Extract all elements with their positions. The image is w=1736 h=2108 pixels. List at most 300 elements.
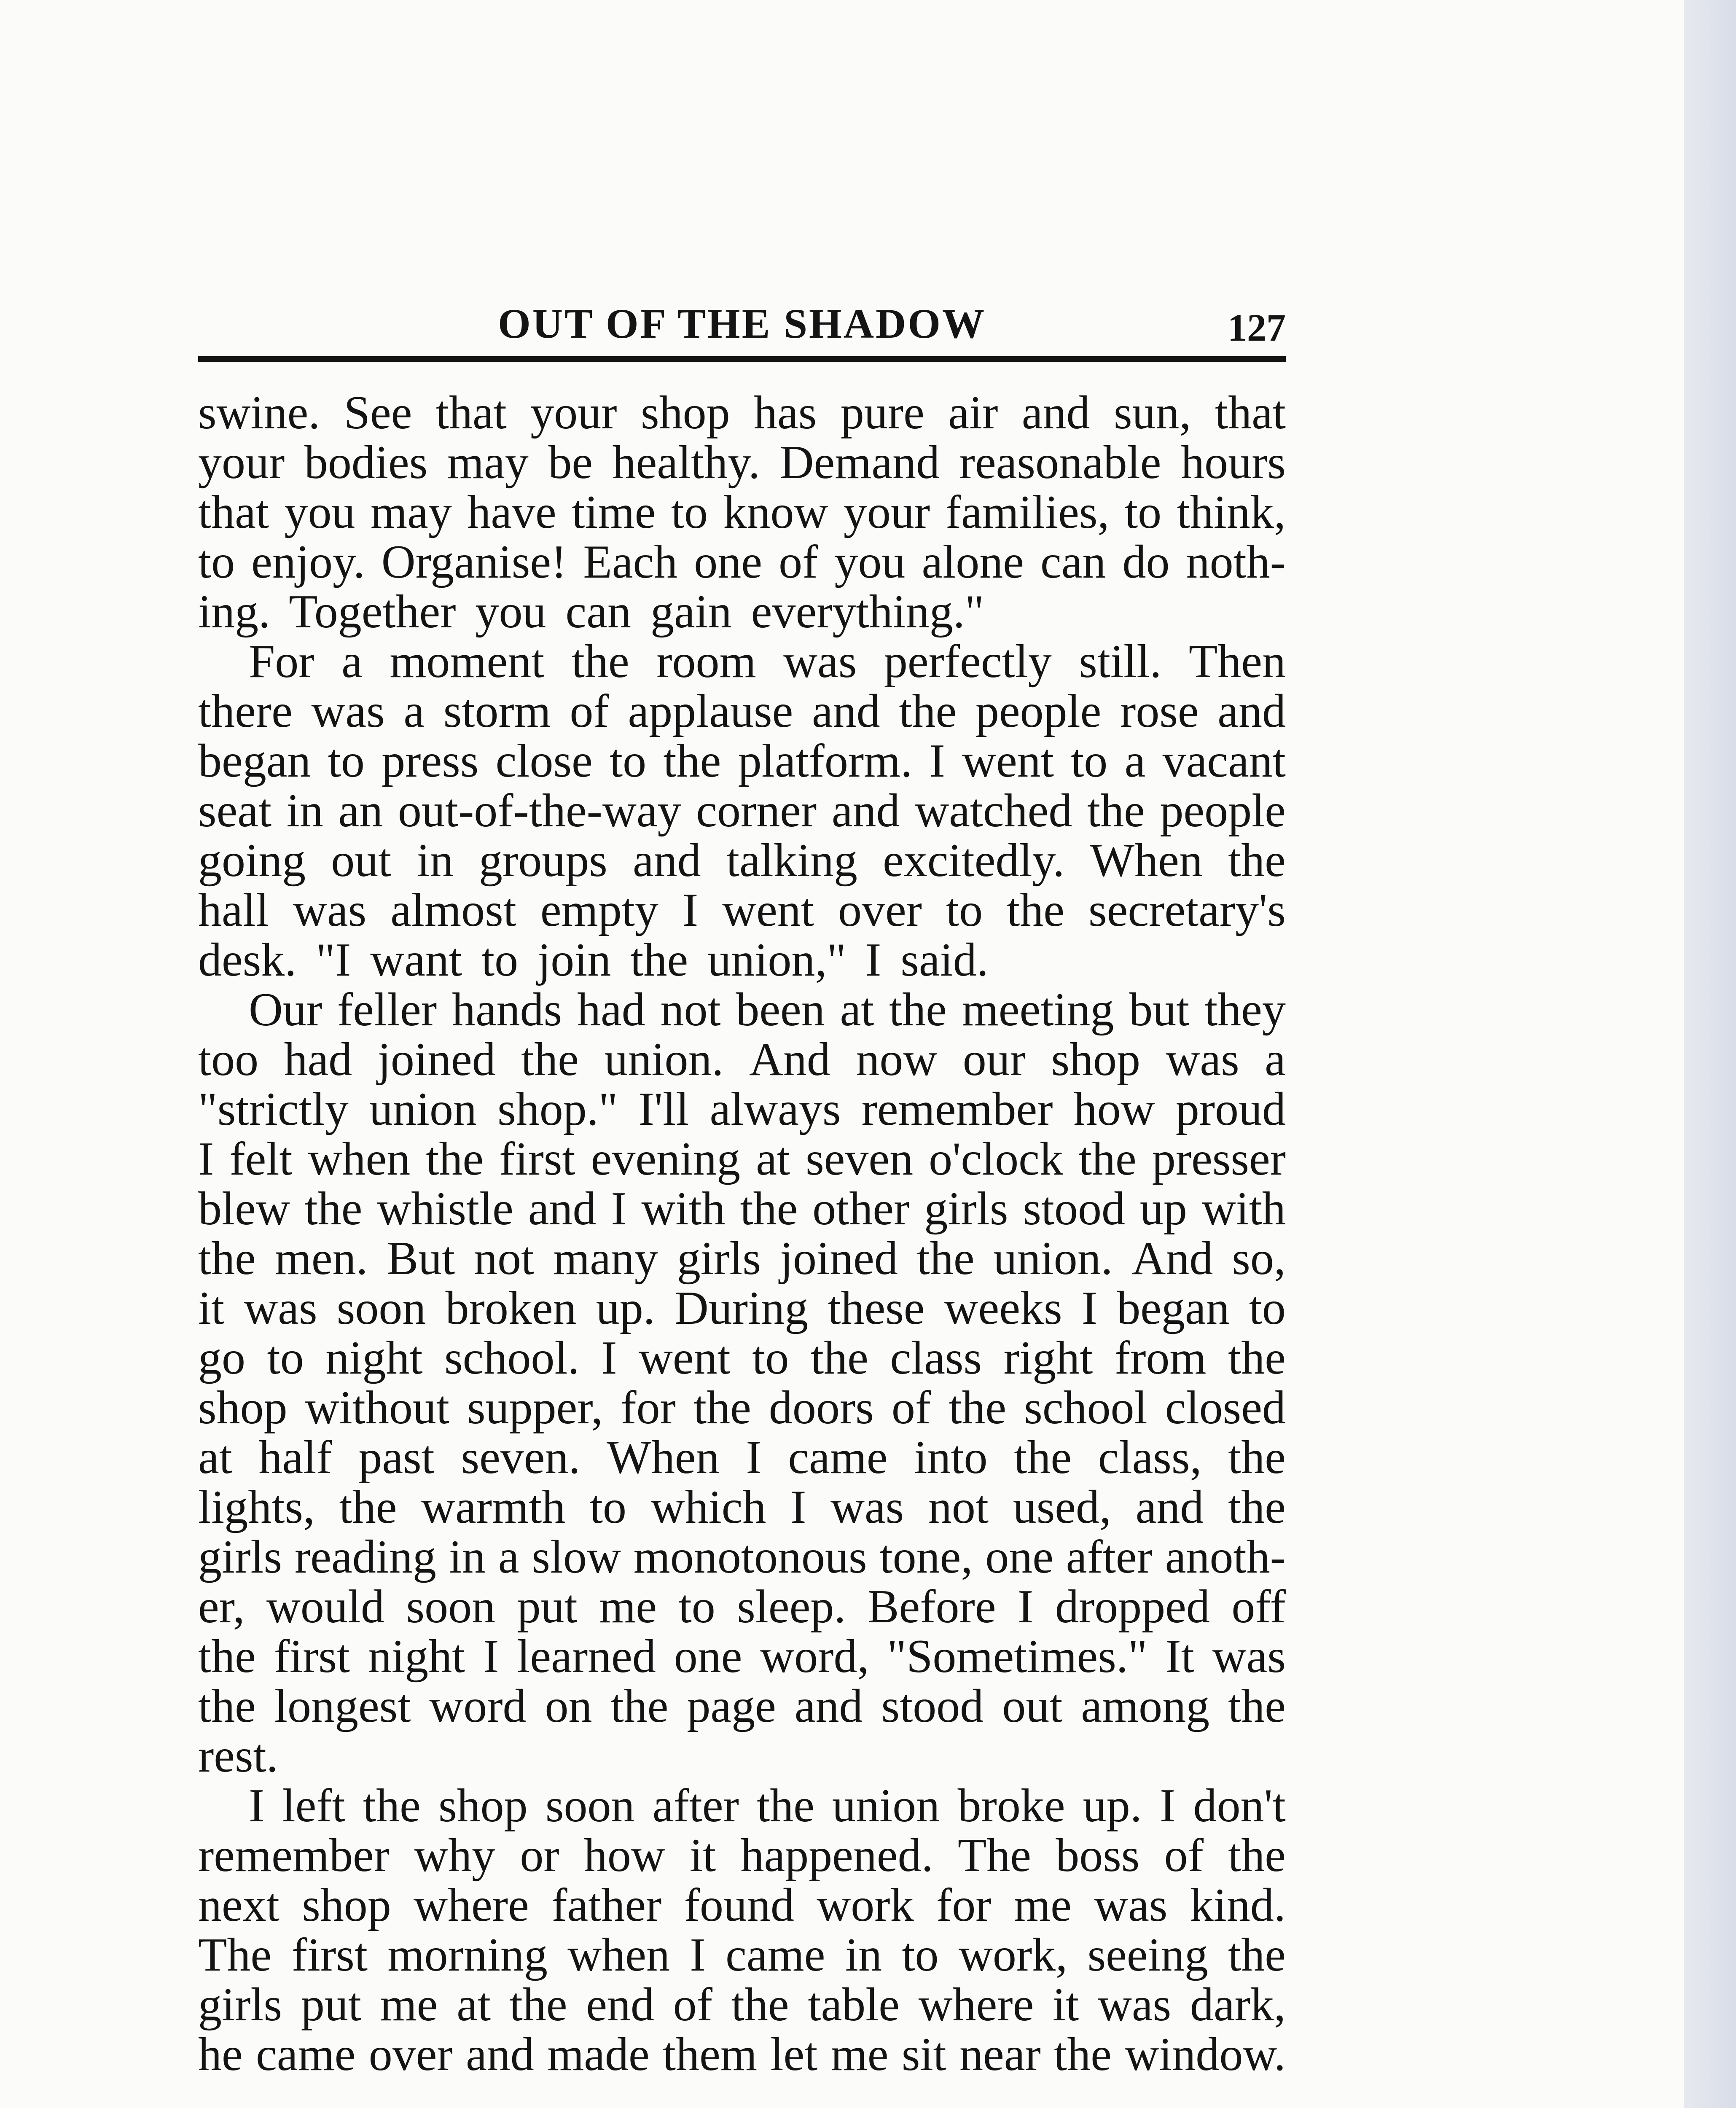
word: to (267, 1332, 304, 1384)
word: I (1081, 1282, 1098, 1334)
word: too (198, 1033, 259, 1086)
word: girls (924, 1183, 1008, 1235)
word: the (899, 685, 957, 737)
word: to (1249, 1282, 1286, 1334)
word: think, (1177, 486, 1286, 538)
word: tone, (879, 1531, 973, 1583)
word: was (1097, 1979, 1172, 2031)
word: which (650, 1481, 766, 1533)
word: the (571, 635, 629, 688)
word: the (1228, 1332, 1286, 1384)
word: shop (438, 1780, 528, 1832)
word: remember (861, 1083, 1053, 1135)
word: Demand (779, 436, 940, 489)
text-line (198, 1134, 1286, 1184)
text-line (198, 388, 1286, 438)
word: me (380, 1979, 438, 2031)
word: the (1228, 1829, 1286, 1882)
word: you (284, 486, 355, 538)
word: men. (274, 1232, 368, 1285)
word: to (752, 1332, 789, 1384)
word: hands (451, 984, 562, 1036)
text-line: rest. (198, 1730, 278, 1782)
word: rose (1120, 685, 1199, 737)
text-line (198, 1383, 1286, 1433)
text-line (198, 1980, 1286, 2030)
word: stood (881, 1680, 984, 1732)
text-line (198, 786, 1286, 836)
word: the (198, 1630, 256, 1683)
text-line (198, 1880, 1286, 1930)
text-line: ing. Together you can gain everything." (198, 586, 984, 638)
word: to (678, 1581, 715, 1633)
word: up. (1083, 1780, 1142, 1832)
word: class (890, 1332, 982, 1384)
word: went (722, 884, 814, 936)
word: broken (445, 1282, 577, 1334)
text-line (198, 1930, 1286, 1980)
word: was (1166, 1033, 1239, 1086)
word: platform. (738, 735, 913, 787)
word: the (1087, 785, 1145, 837)
word: at (198, 1431, 232, 1484)
word: was (293, 884, 367, 936)
word: with (1201, 1183, 1286, 1235)
word: seven (806, 1133, 914, 1185)
word: that (1215, 387, 1286, 439)
text-line (198, 1084, 1286, 1134)
word: he (198, 2028, 243, 2081)
word: end (586, 1979, 655, 2031)
word: the (1078, 1133, 1137, 1185)
word: And (1131, 1232, 1213, 1285)
word: the (198, 1680, 256, 1732)
text-line (198, 1433, 1286, 1482)
word: me (599, 1581, 657, 1633)
word: healthy. (612, 436, 761, 489)
word: the (1228, 1680, 1286, 1732)
word: of (1164, 1829, 1204, 1882)
word: many (553, 1232, 658, 1285)
word: that (198, 486, 269, 538)
word: I (198, 1133, 214, 1185)
word: alone (922, 536, 1024, 588)
text-line (198, 1184, 1286, 1234)
word: evening (591, 1133, 741, 1185)
word: it (198, 1282, 225, 1334)
word: and (528, 1183, 597, 1235)
word: to (610, 735, 647, 787)
word: and (812, 685, 880, 737)
word: when (308, 1133, 411, 1185)
word: word (429, 1680, 527, 1732)
word: went (962, 735, 1054, 787)
word: swine. (198, 387, 320, 439)
word: the (426, 1133, 484, 1185)
word: at (756, 1133, 790, 1185)
word: to (902, 1929, 939, 1981)
text-line (198, 1831, 1286, 1880)
word: remember (198, 1829, 390, 1882)
word: now (856, 1033, 938, 1086)
word: you (834, 536, 906, 588)
word: to (946, 884, 983, 936)
word: hours (1181, 436, 1286, 489)
word: During (674, 1282, 809, 1334)
text-line (198, 885, 1286, 935)
text-line (198, 836, 1286, 885)
word: the (521, 1033, 579, 1086)
word: was (830, 1481, 904, 1533)
word: girls (198, 1531, 282, 1583)
text-line (198, 537, 1286, 587)
word: I (790, 1481, 806, 1533)
word: almost (390, 884, 516, 936)
word: the (1228, 1481, 1286, 1533)
word: so, (1232, 1232, 1286, 1285)
word: used, (1013, 1481, 1112, 1533)
word: I (690, 1929, 706, 1981)
word: let (770, 2028, 818, 2081)
word: When (607, 1431, 720, 1484)
word: left (282, 1780, 345, 1832)
word: I (1018, 1581, 1034, 1633)
word: one (694, 536, 763, 588)
word: and (632, 834, 701, 887)
word: it (1053, 1979, 1079, 2031)
word: first (274, 1630, 350, 1683)
word: to (671, 486, 708, 538)
word: first (499, 1133, 575, 1185)
word: groups (478, 834, 607, 887)
word: the (663, 735, 721, 787)
word: union. (604, 1033, 724, 1086)
word: vacant (1162, 735, 1286, 787)
word: bodies (304, 436, 428, 489)
word: and (466, 2028, 534, 2081)
word: why (414, 1829, 496, 1882)
word: felt (229, 1133, 293, 1185)
word: lights, (198, 1481, 315, 1533)
word: I (746, 1431, 762, 1484)
word: morning (387, 1929, 548, 1981)
word: the (949, 1382, 1007, 1434)
word: soon (545, 1780, 635, 1832)
word: going (198, 834, 306, 887)
word: and (831, 785, 900, 837)
word: them (663, 2028, 757, 2081)
word: empty (540, 884, 658, 936)
text-line: desk. "I want to join the union," I said. (198, 934, 989, 986)
word: sleep. (737, 1581, 846, 1633)
word: had (284, 1033, 352, 1086)
word: the (810, 1332, 868, 1384)
word: I (249, 1780, 265, 1832)
word: it (689, 1829, 716, 1882)
word: the (363, 1780, 421, 1832)
word: the (1228, 1929, 1286, 1981)
word: kind. (1190, 1879, 1286, 1931)
word: out-of-the-way (398, 785, 681, 837)
word: the (1014, 1431, 1072, 1484)
word: have (467, 486, 556, 538)
word: window. (1125, 2028, 1286, 2081)
word: girls (198, 1979, 282, 2031)
word: for (936, 1879, 992, 1931)
word: joined (779, 1232, 898, 1285)
word: whistle (377, 1183, 513, 1235)
word: the (1228, 1431, 1286, 1484)
word: the (1007, 884, 1064, 936)
word: and (1217, 685, 1286, 737)
word: would (266, 1581, 385, 1633)
text-line (198, 1234, 1286, 1283)
word: blew (198, 1183, 290, 1235)
word: to (198, 536, 235, 588)
word: page (687, 1680, 776, 1732)
word: past (358, 1431, 435, 1484)
word: moment (390, 635, 545, 688)
word: sit (901, 2028, 946, 2081)
word: near (959, 2028, 1041, 2081)
word: on (545, 1680, 592, 1732)
word: don't (1193, 1780, 1286, 1832)
text-line (198, 736, 1286, 786)
word: people (975, 685, 1102, 737)
word: I (483, 1630, 499, 1683)
word: over (838, 884, 922, 936)
word: in (417, 834, 454, 887)
word: to (1125, 486, 1162, 538)
word: began (198, 735, 311, 787)
word: the (693, 1382, 751, 1434)
word: night (325, 1332, 423, 1384)
word: the (740, 1183, 798, 1235)
word: among (1081, 1680, 1210, 1732)
word: or (520, 1829, 559, 1882)
word: from (1114, 1332, 1207, 1384)
word: came (788, 1431, 888, 1484)
word: night (368, 1630, 465, 1683)
text-line (198, 985, 1286, 1035)
word: been (736, 984, 825, 1036)
word: at (840, 984, 874, 1036)
word: your (530, 387, 617, 439)
word: and (794, 1680, 863, 1732)
word: school (1024, 1382, 1147, 1434)
word: your (843, 486, 930, 538)
word: began (1117, 1282, 1230, 1334)
word: closed (1165, 1382, 1286, 1434)
word: noth- (1186, 536, 1286, 588)
word: these (828, 1282, 925, 1334)
word: school. (444, 1332, 580, 1384)
word: excitedly. (883, 834, 1065, 887)
word: broke (957, 1780, 1065, 1832)
word: an (338, 785, 383, 837)
word: "strictly (198, 1083, 349, 1135)
word: can (1040, 536, 1106, 588)
adjacent-page-edge (1684, 0, 1736, 2108)
text-line (198, 1035, 1286, 1084)
word: dark, (1190, 1979, 1286, 2031)
word: the (304, 1183, 363, 1235)
word: of (891, 1382, 931, 1434)
word: room (656, 635, 756, 688)
word: soon (336, 1282, 426, 1334)
word: our (962, 1033, 1026, 1086)
word: for (621, 1382, 676, 1434)
word: know (723, 486, 828, 538)
word: close (495, 735, 593, 787)
word: still. (1079, 635, 1162, 688)
running-head-title: OUT OF THE SHADOW (497, 300, 986, 347)
word: one (674, 1630, 742, 1683)
word: put (517, 1581, 578, 1633)
word: they (1204, 984, 1286, 1036)
word: made (547, 2028, 650, 2081)
word: It (1165, 1630, 1194, 1683)
word: came (726, 1929, 825, 1981)
word: the (198, 1232, 256, 1285)
word: after (652, 1780, 739, 1832)
word: where (918, 1979, 1034, 2031)
word: may (370, 486, 452, 538)
word: up (1139, 1183, 1187, 1235)
word: shop (198, 1382, 288, 1434)
word: air (948, 387, 998, 439)
word: pure (840, 387, 924, 439)
word: to (328, 735, 365, 787)
word: er, (198, 1581, 245, 1633)
word: For (249, 635, 314, 688)
word: a (498, 1531, 519, 1583)
word: was (1094, 1879, 1168, 1931)
word: slow (532, 1531, 621, 1583)
word: a (403, 685, 425, 737)
word: to (1071, 735, 1108, 787)
word: I (611, 1183, 627, 1235)
text-line (198, 1283, 1286, 1333)
word: secretary's (1088, 884, 1286, 936)
word: the (610, 1680, 669, 1732)
word: See (344, 387, 412, 439)
word: over (368, 2028, 453, 2081)
word: warmth (421, 1481, 566, 1533)
word: watched (915, 785, 1072, 837)
word: happened. (740, 1829, 933, 1882)
word: I (1160, 1780, 1176, 1832)
body-text (198, 388, 1286, 2079)
word: o'clock (929, 1133, 1063, 1185)
text-line (198, 1333, 1286, 1383)
word: came (256, 2028, 356, 2081)
word: to (589, 1481, 627, 1533)
word: work (817, 1879, 914, 1931)
word: your (198, 436, 285, 489)
word: of (673, 1979, 713, 2031)
word: I (601, 1332, 617, 1384)
word: work, (958, 1929, 1068, 1981)
word: a (341, 635, 363, 688)
word: I (929, 735, 945, 787)
word: found (684, 1879, 795, 1931)
word: do (1122, 536, 1170, 588)
word: storm (443, 685, 551, 737)
word: go (198, 1332, 245, 1384)
word: families, (945, 486, 1110, 538)
word: applause (628, 685, 793, 737)
word: with (641, 1183, 726, 1235)
word: seat (198, 785, 272, 837)
word: not (928, 1481, 989, 1533)
word: the (509, 1979, 567, 2031)
word: stood (1023, 1183, 1126, 1235)
word: had (577, 984, 645, 1036)
word: table (808, 1979, 900, 2031)
word: dropped (1055, 1581, 1210, 1633)
word: the (339, 1481, 397, 1533)
word: there (198, 685, 293, 737)
word: enjoy. (251, 536, 365, 588)
word: right (1003, 1332, 1093, 1384)
word: And (749, 1033, 830, 1086)
word: went (638, 1332, 731, 1384)
word: proud (1175, 1083, 1286, 1135)
word: me (1013, 1879, 1072, 1931)
text-line (198, 2030, 1286, 2079)
word: where (414, 1879, 529, 1931)
word: girls (677, 1232, 761, 1285)
word: in (286, 785, 323, 837)
word: how (583, 1829, 665, 1882)
word: off (1231, 1581, 1286, 1633)
word: the (1228, 834, 1286, 887)
word: how (1073, 1083, 1155, 1135)
word: "Sometimes." (887, 1630, 1147, 1683)
page-number: 127 (1228, 306, 1286, 349)
word: class, (1098, 1431, 1202, 1484)
word: was (311, 685, 385, 737)
word: the (916, 1232, 975, 1285)
word: time (572, 486, 656, 538)
word: Before (867, 1581, 996, 1633)
word: put (301, 1979, 361, 2031)
word: learned (517, 1630, 656, 1683)
word: into (914, 1431, 988, 1484)
text-line (198, 1582, 1286, 1632)
word: not (474, 1232, 535, 1285)
word: was (244, 1282, 317, 1334)
word: be (548, 436, 593, 489)
word: one (985, 1531, 1053, 1583)
text-line (198, 438, 1286, 487)
word: union (832, 1780, 940, 1832)
word: The (957, 1829, 1031, 1882)
word: I (682, 884, 699, 936)
word: at (457, 1979, 491, 2031)
word: father (551, 1879, 662, 1931)
word: shop (1051, 1033, 1141, 1086)
word: seven. (461, 1431, 580, 1484)
word: corner (696, 785, 817, 837)
text-line (198, 1532, 1286, 1582)
word: anoth- (1165, 1531, 1286, 1583)
word: Then (1188, 635, 1286, 688)
word: soon (406, 1581, 496, 1633)
word: supper, (467, 1382, 603, 1434)
word: But (387, 1232, 455, 1285)
